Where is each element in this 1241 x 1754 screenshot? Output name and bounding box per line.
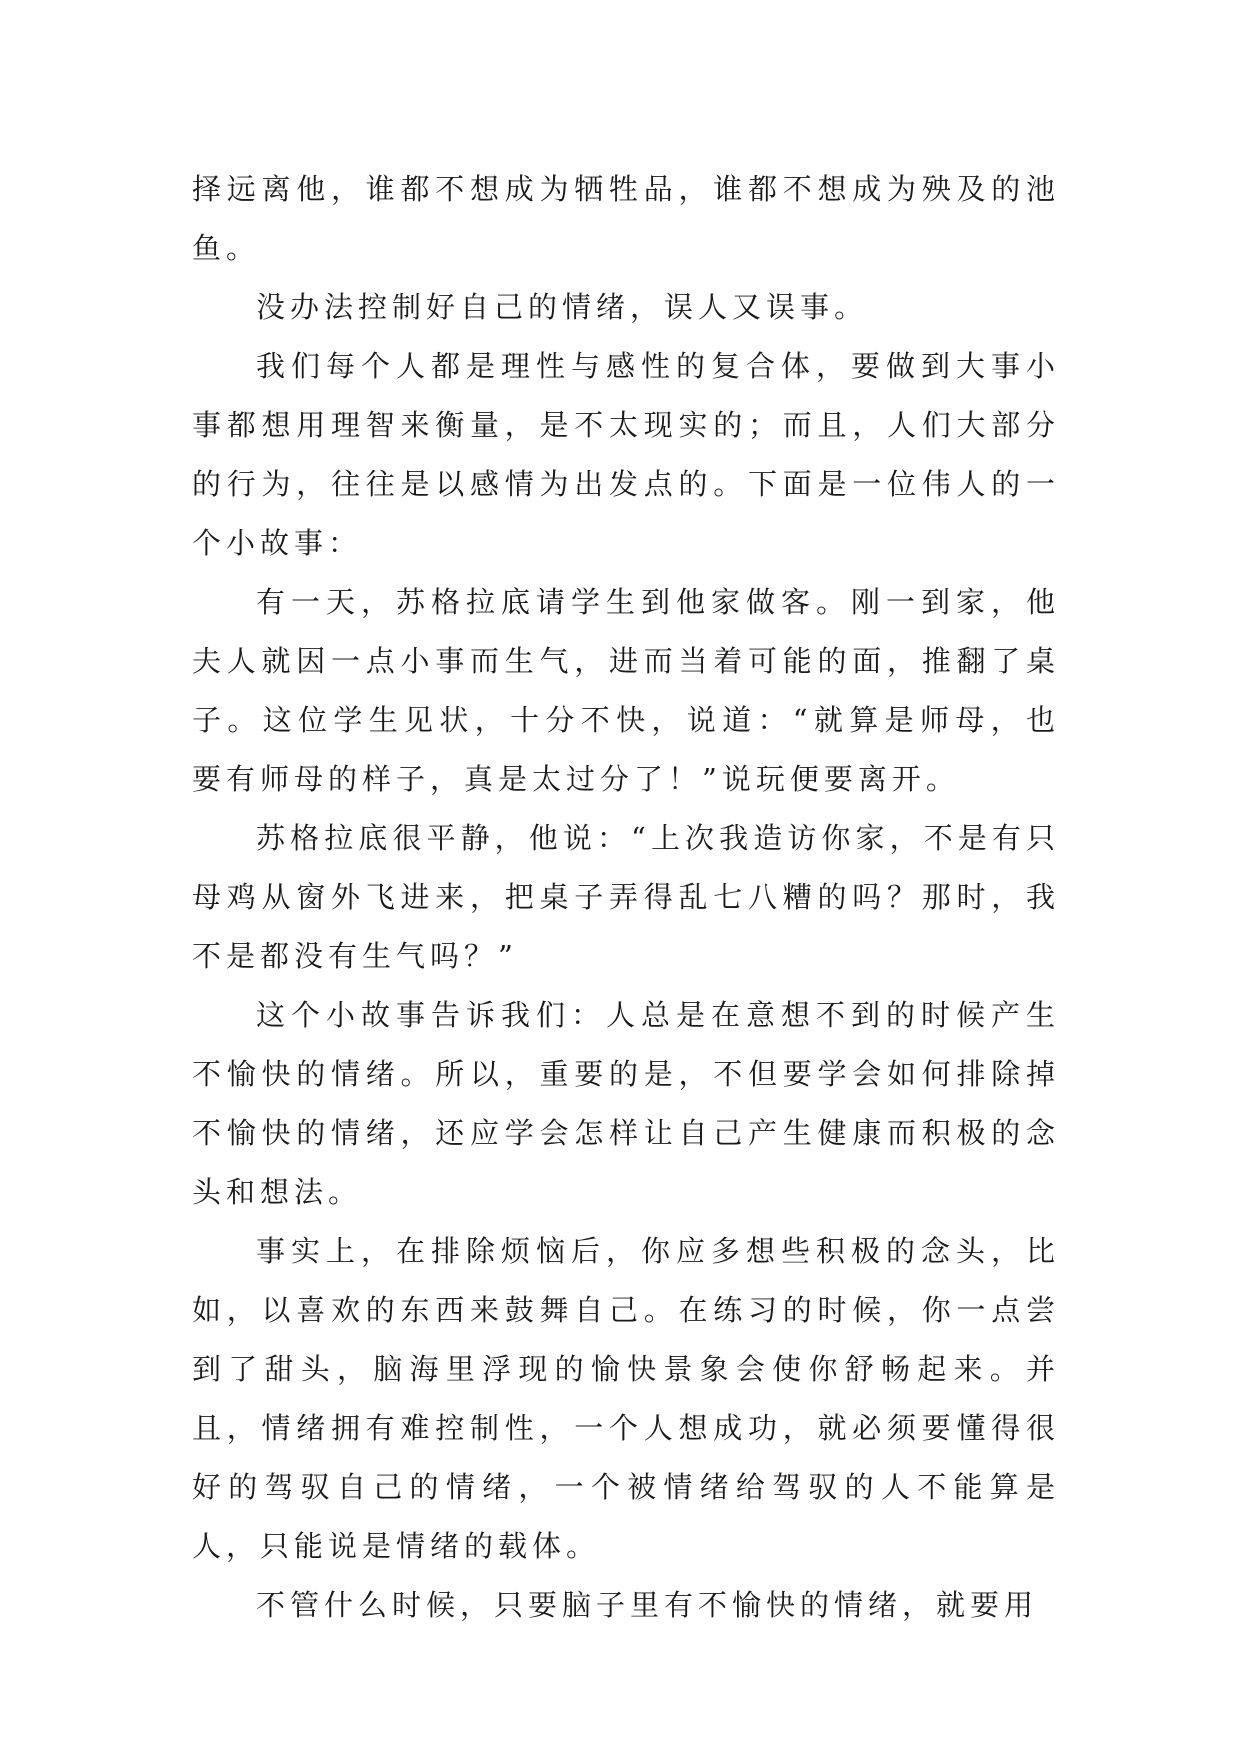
paragraph-1: 择远离他，谁都不想成为牺牲品，谁都不想成为殃及的池鱼。	[192, 172, 1060, 265]
body-text	[192, 160, 1060, 1635]
paragraph-3: 我们每个人都是理性与感性的复合体，要做到大事小事都想用理智来衡量，是不太现实的；而且，人们大部分的行为，往往是以感情为出发点的。下面是一位伟人的一个小故事：	[192, 349, 1060, 560]
paragraph-7: 事实上，在排除烦恼后，你应多想些积极的念头，比如，以喜欢的东西来鼓舞自己。在练习的时候，你一点尝到了甜头，脑海里浮现的愉快景象会使你舒畅起来。并且，情绪拥有难控制性，一个人想成功，就必须要懂得很好的驾驭自己的情绪，一个被情绪给驾驭的人不能算是人，只能说是情绪的载体。	[192, 1234, 1060, 1563]
paragraph-6: 这个小故事告诉我们：人总是在意想不到的时候产生不愉快的情绪。所以，重要的是，不但要学会如何排除掉不愉快的情绪，还应学会怎样让自己产生健康而积极的念头和想法。	[192, 998, 1060, 1209]
paragraph-5: 苏格拉底很平静，他说：“上次我造访你家，不是有只母鸡从窗外飞进来，把桌子弄得乱七八糟的吗？那时，我不是都没有生气吗？”	[192, 821, 1060, 973]
paragraph-4: 有一天，苏格拉底请学生到他家做客。刚一到家，他夫人就因一点小事而生气，进而当着可能的面，推翻了桌子。这位学生见状，十分不快，说道：“就算是师母，也要有师母的样子，真是太过分了！”说玩便要离开。	[192, 585, 1060, 796]
paragraph-2: 没办法控制好自己的情绪，误人又误事。	[256, 290, 869, 324]
paragraph-8: 不管什么时候，只要脑子里有不愉快的情绪，就要用	[256, 1588, 1039, 1622]
